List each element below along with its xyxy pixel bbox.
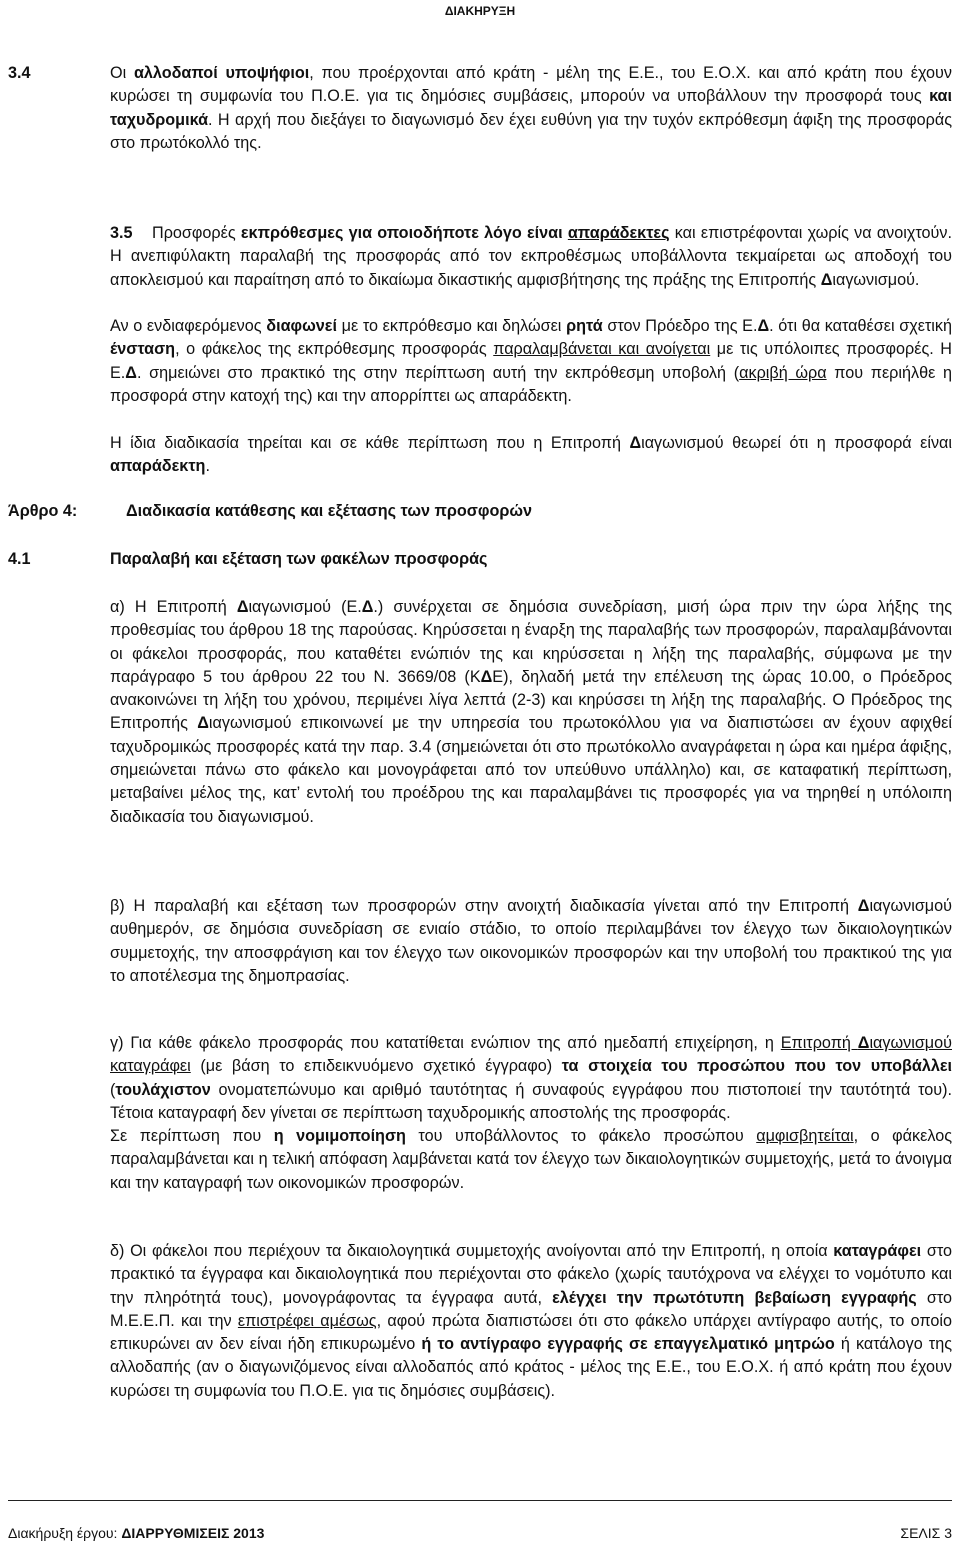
page-header: ΔΙΑΚΗΡΥΞΗ xyxy=(444,4,516,18)
item-c-paragraph-1: γ) Για κάθε φάκελο προσφοράς που κατατίθεται ενώπιον της από ημεδαπή επιχείρηση, η Επιτροπή Διαγωνισμού καταγράφει (με βάση το επιδεικνυόμενο σχετικό έγγραφο) τα στοιχεία του προσώπου που τον υποβάλλει (τουλάχιστον ονοματεπώνυμο και αριθμό ταυτότητας ή συναφούς εγγράφου που πιστοποιεί την ταυτότητά του). Τέτοια καταγραφή δεν γίνεται σε περίπτωση ταχυδρομικής αποστολής της προσφοράς. xyxy=(110,1034,953,1122)
article-4-label: Άρθρο 4: xyxy=(8,502,78,520)
item-d-paragraph: δ) Οι φάκελοι που περιέχουν τα δικαιολογητικά συμμετοχής ανοίγονται από την Επιτροπή, η οποία καταγράφει στο πρακτικό τα έγγραφα και δικαιολογητικά που περιέχονται στο φάκελο (χωρίς ταυτόχρονα να ελέγχει το νομότυπο και την πληρότητά τους), μονογράφοντας τα έγγραφα αυτά, ελέγχει την πρωτότυπη βεβαίωση εγγραφής στο Μ.Ε.Ε.Π. και την επιστρέφει αμέσως, αφού πρώτα διαπιστώσει ότι στο φάκελο υπάρχει αντίγραφο αυτής, το οποίο επικυρώνει αν δεν είναι ήδη επικυρωμένο ή το αντίγραφο εγγραφής σε επαγγελματικό μητρώο ή κατάλογο της αλλοδαπής (αν ο διαγωνιζόμενος είναι αλλοδαπός από κράτος - μέλος της Ε.Ε., του Ε.Ο.Χ. ή από κράτη που έχουν κυρώσει τη συμφωνία του Π.Ο.Ε. για τις δημόσιες συμβάσεις). xyxy=(110,1242,953,1400)
section-3-5-paragraph-1: Προσφορές εκπρόθεσμες για οποιοδήποτε λόγο είναι απαράδεκτες και επιστρέφονται χωρίς να ανοιχτούν. Η ανεπιφύλακτη παραλαβή της προσφοράς από τον εκπροθέσμως υποβάλλοντα τεκμαίρεται ως αποδοχή του αποκλεισμού και παραίτηση από το δικαίωμα δικαστικής αμφισβήτησης της πράξης της Επιτροπής Διαγωνισμού. xyxy=(110,224,952,289)
section-number-3-5: 3.5 xyxy=(110,224,133,242)
section-4-1-title: Παραλαβή και εξέταση των φακέλων προσφοράς xyxy=(110,550,488,568)
article-4-title: Διαδικασία κατάθεσης και εξέτασης των προσφορών xyxy=(126,502,533,520)
footer-project: Διακήρυξη έργου: ΔΙΑΡΡΥΘΜΙΣΕΙΣ 2013 xyxy=(8,1525,265,1541)
section-3-4-paragraph: Οι αλλοδαποί υποψήφιοι, που προέρχονται από κράτη - μέλη της Ε.Ε., του Ε.Ο.Χ. και από κράτη που έχουν κυρώσει τη συμφωνία του Π.Ο.Ε. για τις δημόσιες συμβάσεις, μπορούν να υποβάλλουν την προσφορά τους και ταχυδρομικά. Η αρχή που διεξάγει το διαγωνισμό δεν έχει ευθύνη για την τυχόν εκπρόθεσμη άφιξη της προσφοράς στο πρωτόκολλό της. xyxy=(110,64,952,152)
footer-divider xyxy=(8,1500,952,1501)
footer-page-number: ΣΕΛΙΣ 3 xyxy=(900,1525,952,1541)
item-b-paragraph: β) Η παραλαβή και εξέταση των προσφορών στην ανοιχτή διαδικασία γίνεται από την Επιτροπή Διαγωνισμού αυθημερόν, σε δημόσια συνεδρίαση σε ενιαίο στάδιο, το οποίο περιλαμβάνει τον έλεγχο των δικαιολογητικών συμμετοχής, την αποσφράγιση και τον έλεγχο των οικονομικών προσφορών και την υποβολή του πρακτικού της για το αποτέλεσμα της δημοπρασίας. xyxy=(110,897,952,985)
section-number-3-4: 3.4 xyxy=(8,64,31,82)
section-number-4-1: 4.1 xyxy=(8,550,31,568)
item-a-paragraph: α) Η Επιτροπή Διαγωνισμού (Ε.Δ.) συνέρχεται σε δημόσια συνεδρίαση, μισή ώρα πριν την ώρα λήξης της προθεσμίας του άρθρου 18 της παρούσας. Κηρύσσεται η έναρξη της παραλαβής των προσφορών, παραλαμβάνονται οι φάκελοι προσφοράς, που καταθέτει ενώπιόν της και κηρύσσεται η λήξη της παραλαβής, σύμφωνα με την παράγραφο 5 του άρθρου 22 του Ν. 3669/08 (ΚΔΕ), δηλαδή μετά την επέλευση της ώρας 10.00, ο Πρόεδρος ανακοινώνει τη λήξη του χρόνου, περιμένει λίγα λεπτά (2-3) και κηρύσσει τη λήξη της παραλαβής. Ο Πρόεδρος της Επιτροπής Διαγωνισμού επικοινωνεί με την υπηρεσία του πρωτοκόλλου για να διαπιστώσει αν έχουν αφιχθεί ταχυδρομικώς προσφορές κατά την παρ. 3.4 (σημειώνεται ότι στο πρωτόκολλο αναγράφεται η ώρα και ημέρα άφιξης, σημειώνεται πάνω στο φάκελο και μονογράφεται από τον υπεύθυνο υπάλληλο) και, σε καταφατική περίπτωση, μεταβαίνει μέλος της, κατ’ εντολή του προέδρου της και παραλαμβάνει τις προσφορές για να τηρηθεί η υπόλοιπη διαδικασία του διαγωνισμού. xyxy=(110,598,952,826)
section-3-5-paragraph-3: Η ίδια διαδικασία τηρείται και σε κάθε περίπτωση που η Επιτροπή Διαγωνισμού θεωρεί ότι η προσφορά είναι απαράδεκτη. xyxy=(110,434,952,476)
section-3-5-paragraph-2: Αν ο ενδιαφερόμενος διαφωνεί με το εκπρόθεσμο και δηλώσει ρητά στον Πρόεδρο της Ε.Δ. ότι θα καταθέσει σχετική ένσταση, ο φάκελος της εκπρόθεσμης προσφοράς παραλαμβάνεται και ανοίγεται με τις υπόλοιπες προσφορές. Η Ε.Δ. σημειώνει στο πρακτικό της στην περίπτωση αυτή την εκπρόθεσμη υποβολή (ακριβή ώρα που περιήλθε η προσφορά στην κατοχή της) και την απορρίπτει ως απαράδεκτη. xyxy=(110,317,953,405)
item-c-paragraph-2: Σε περίπτωση που η νομιμοποίηση του υποβάλλοντος το φάκελο προσώπου αμφισβητείται, ο φάκελος παραλαμβάνεται και η τελική απόφαση λαμβάνεται κατά τον έλεγχο των δικαιολογητικών συμμετοχής, μετά το άνοιγμα και την καταγραφή των οικονομικών προσφορών. xyxy=(110,1127,952,1192)
